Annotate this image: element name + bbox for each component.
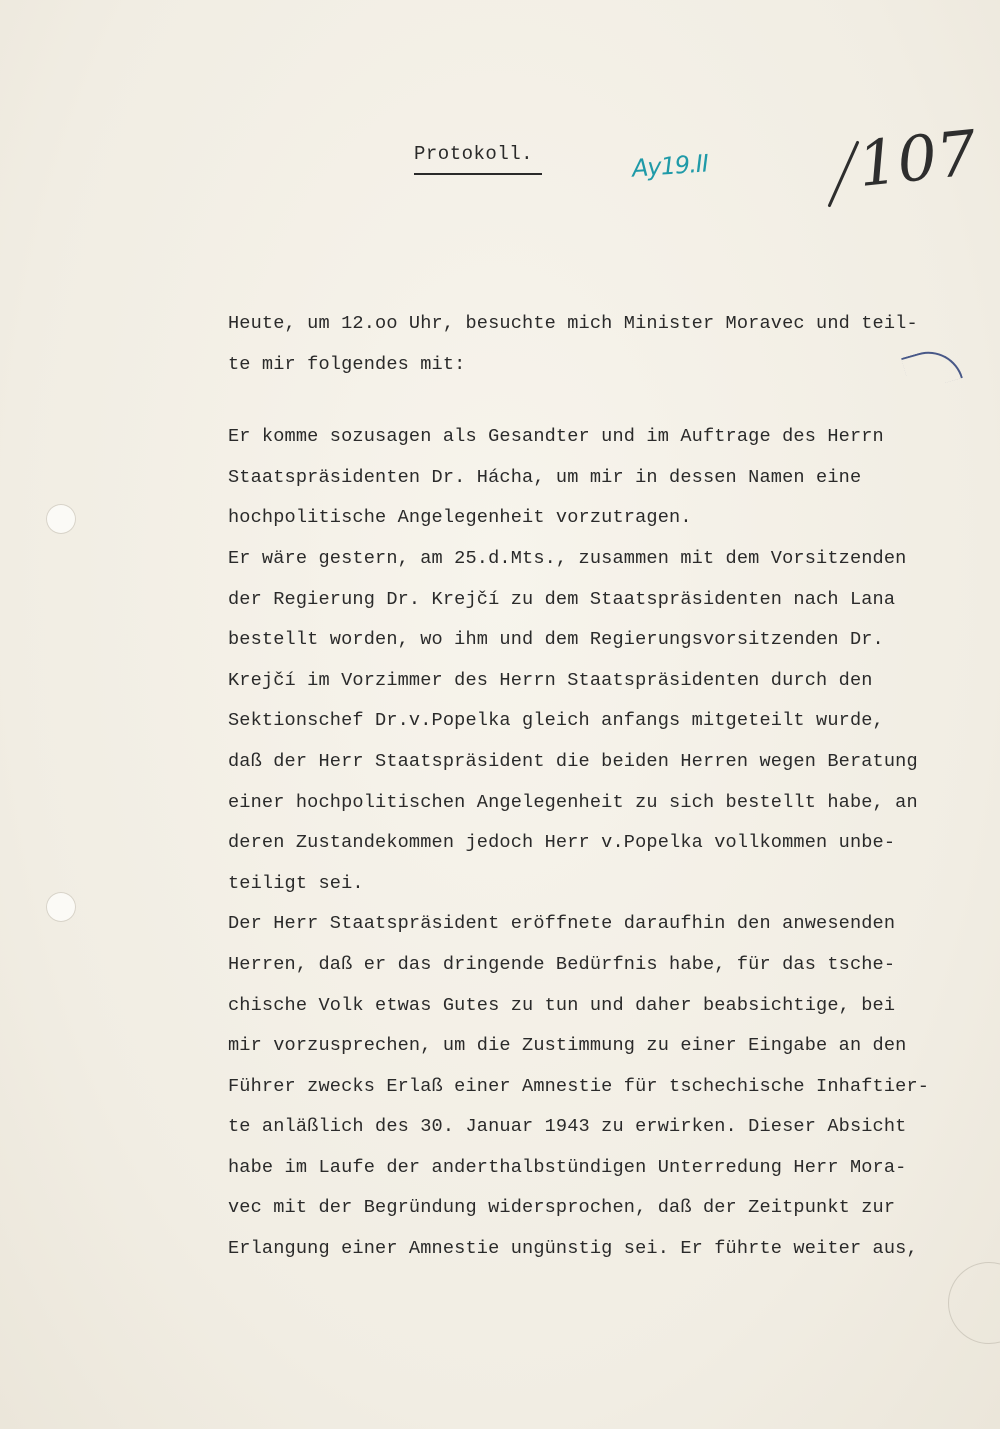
body-line: Staatspräsidenten Dr. Hácha, um mir in dessen Namen eine	[228, 466, 862, 488]
body-line: mir vorzusprechen, um die Zustimmung zu einer Eingabe an den	[228, 1035, 907, 1057]
body-line: Krejčí im Vorzimmer des Herrn Staatspräsidenten durch den	[228, 669, 873, 691]
body-line: teiligt sei.	[228, 872, 364, 894]
body-line: der Regierung Dr. Krejčí zu dem Staatspräsidenten nach Lana	[228, 588, 896, 610]
body-line: Erlangung einer Amnestie ungünstig sei. Er führte weiter aus,	[228, 1238, 918, 1260]
body-line: hochpolitische Angelegenheit vorzutragen.	[228, 507, 692, 529]
body-line: daß der Herr Staatspräsident die beiden Herren wegen Beratung	[228, 750, 918, 772]
body-line: deren Zustandekommen jedoch Herr v.Popelka vollkommen unbe-	[228, 832, 896, 854]
title-underline	[414, 173, 542, 175]
body-line: te anläßlich des 30. Januar 1943 zu erwirken. Dieser Absicht	[228, 1116, 907, 1138]
document-title: Protokoll.	[414, 143, 534, 165]
body-line: chische Volk etwas Gutes zu tun und daher beabsichtige, bei	[228, 994, 896, 1016]
body-line: Herren, daß er das dringende Bedürfnis habe, für das tsche-	[228, 953, 896, 975]
page-number: 107	[854, 116, 980, 201]
handwritten-stamp: Ay19.II	[631, 149, 709, 183]
body-line: Er komme sozusagen als Gesandter und im Auftrage des Herrn	[228, 426, 884, 448]
page-number-slash	[827, 141, 859, 208]
body-line: te mir folgendes mit:	[228, 353, 466, 375]
body-line: Der Herr Staatspräsident eröffnete daraufhin den anwesenden	[228, 913, 896, 935]
body-line: Führer zwecks Erlaß einer Amnestie für tschechische Inhaftier-	[228, 1075, 930, 1097]
body-line: einer hochpolitischen Angelegenheit zu sich bestellt habe, an	[228, 791, 918, 813]
body-line: habe im Laufe der anderthalbstündigen Unterredung Herr Mora-	[228, 1156, 907, 1178]
paragraph-gap	[228, 385, 988, 417]
body-line: bestellt worden, wo ihm und dem Regierungsvorsitzenden Dr.	[228, 629, 884, 651]
document-body	[228, 304, 988, 1270]
body-line: vec mit der Begründung widersprochen, daß der Zeitpunkt zur	[228, 1197, 896, 1219]
punch-hole	[46, 892, 76, 922]
body-line: Heute, um 12.oo Uhr, besuchte mich Minister Moravec und teil-	[228, 313, 918, 334]
body-line: Sektionschef Dr.v.Popelka gleich anfangs mitgeteilt wurde,	[228, 710, 884, 732]
punch-hole	[46, 504, 76, 534]
paper-corner-mark	[948, 1262, 1000, 1344]
body-line: Er wäre gestern, am 25.d.Mts., zusammen mit dem Vorsitzenden	[228, 547, 907, 569]
